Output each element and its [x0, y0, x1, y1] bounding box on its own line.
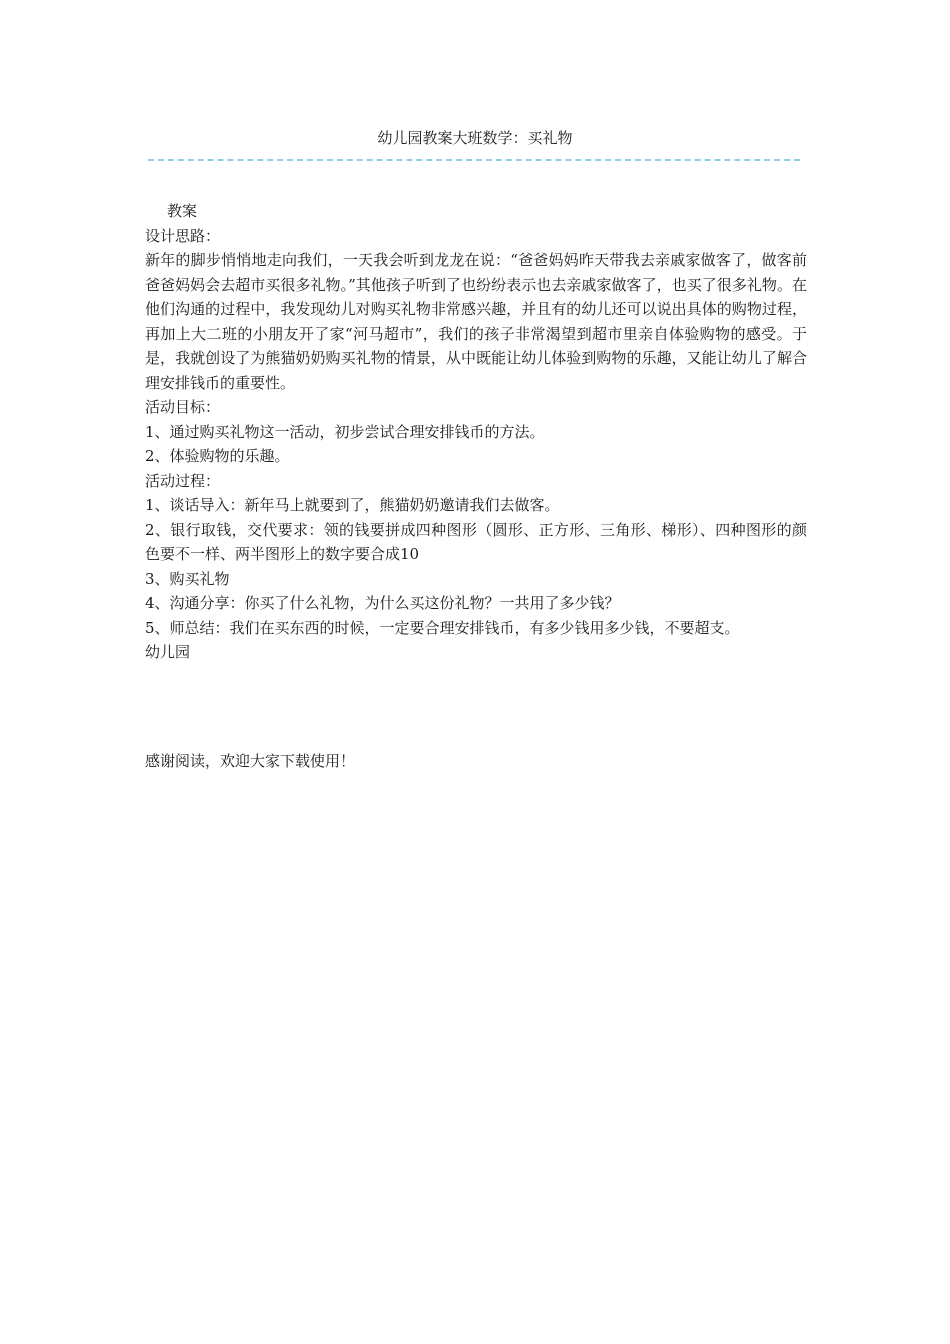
closing-note: 感谢阅读，欢迎大家下载使用！	[145, 752, 356, 770]
title-divider	[148, 159, 800, 161]
document-title: 幼儿园教案大班数学：买礼物	[377, 129, 573, 147]
process-item: 1、谈话导入：新年马上就要到了，熊猫奶奶邀请我们去做客。	[145, 496, 560, 514]
document-body	[145, 199, 807, 665]
process-heading: 活动过程：	[145, 471, 221, 490]
goal-item: 1、通过购买礼物这一活动，初步尝试合理安排钱币的方法。	[145, 422, 545, 441]
goal-item: 2、体验购物的乐趣。	[145, 447, 290, 465]
process-item: 2、银行取钱，交代要求：领的钱要拼成四种图形（圆形、正方形、三角形、梯形）、四种图形的颜色要不一样、两半图形上的数字要合成10	[145, 520, 807, 563]
process-item: 3、购买礼物	[145, 569, 230, 588]
design-paragraph: 新年的脚步悄悄地走向我们，一天我会听到龙龙在说：“爸爸妈妈昨天带我去亲戚家做客了，做客前爸爸妈妈会去超市买很多礼物。”其他孩子听到了也纷纷表示也去亲戚家做客了，也买了很多礼物。在他们沟通的过程中，我发现幼儿对购买礼物非常感兴趣，并且有的幼儿还可以说出具体的购物过程，再加上大二班的小朋友开了家“河马超市”，我们的孩子非常渴望到超市里亲自体验购物的感受。于是，我就创设了为熊猫奶奶购买礼物的情景，从中既能让幼儿体验到购物的乐趣，又能让幼儿了解合理安排钱币的重要性。	[145, 251, 807, 392]
footer-word: 幼儿园	[145, 643, 191, 661]
process-item: 4、沟通分享：你买了什么礼物，为什么买这份礼物？一共用了多少钱？	[145, 594, 620, 612]
goals-heading: 活动目标：	[145, 398, 221, 416]
process-item: 5、师总结：我们在买东西的时候，一定要合理安排钱币，有多少钱用多少钱，不要超支。	[145, 618, 740, 637]
subheading: 教案	[167, 202, 198, 220]
design-heading: 设计思路：	[145, 226, 221, 245]
